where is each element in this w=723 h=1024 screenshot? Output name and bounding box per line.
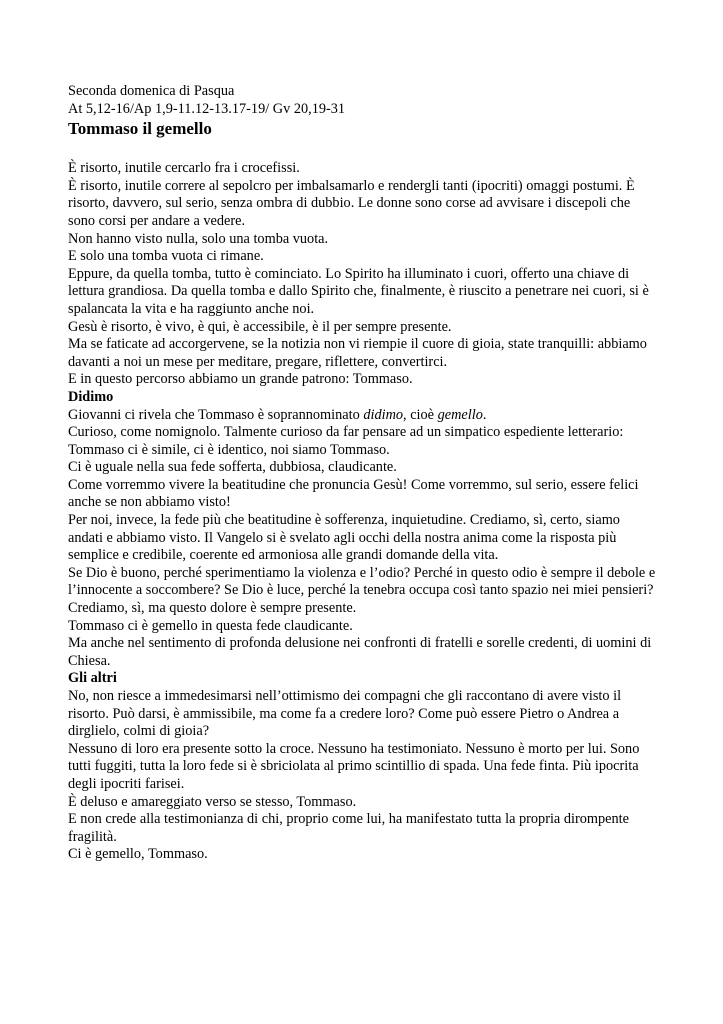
section-heading-didimo: Didimo [68, 388, 114, 405]
italic-term: gemello [437, 406, 483, 423]
body-paragraph: Crediamo, sì, ma questo dolore è sempre presente. [68, 600, 357, 617]
body-paragraph: Se Dio è buono, perché sperimentiamo la violenza e l’odio? Perché in questo odio è sempre il debole e l’innocente a soccombere? Se Dio è luce, perché la tenebra occupa così tanto spazio nei miei pensieri? [68, 564, 656, 599]
body-paragraph: No, non riesce a immedesimarsi nell’ottimismo dei compagni che gli raccontano di avere visto il risorto. Può darsi, è ammissibile, ma come fa a credere loro? Come può essere Pietro o Andrea a dirglielo, colmi di gioia? [68, 688, 622, 740]
body-paragraph: Ma anche nel sentimento di profonda delusione nei confronti di fratelli e sorelle credenti, di uomini di Chiesa. [68, 635, 652, 669]
body-paragraph: E non crede alla testimonianza di chi, proprio come lui, ha manifestato tutta la propria dirompente fragilità. [68, 811, 629, 845]
body-paragraph: È risorto, inutile correre al sepolcro per imbalsamarlo e rendergli tanti (ipocriti) omaggi postumi. È risorto, davvero, sul serio, senza ombra di dubbio. Le donne sono corse ad avvisare i discepoli che sono corsi per andare a vedere. [68, 177, 635, 229]
body-paragraph: Curioso, come nomignolo. Talmente curioso da far pensare ad un simpatico espediente letterario: Tommaso ci è simile, ci è identico, noi siamo Tommaso. [68, 424, 624, 458]
body-paragraph: Tommaso ci è gemello in questa fede claudicante. [68, 617, 353, 634]
body-paragraph: È deluso e amareggiato verso se stesso, Tommaso. [68, 793, 357, 810]
body-paragraph: E solo una tomba vuota ci rimane. [68, 248, 264, 265]
section-heading-gli-altri: Gli altri [68, 670, 117, 687]
text-run: . [482, 406, 487, 423]
liturgical-day: Seconda domenica di Pasqua [68, 83, 235, 99]
document-page [68, 83, 658, 864]
text-run: , cioè [403, 406, 438, 423]
body-paragraph: Non hanno visto nulla, solo una tomba vuota. [68, 230, 329, 247]
body-paragraph: E in questo percorso abbiamo un grande patrono: Tommaso. [68, 371, 413, 388]
body-paragraph: È risorto, inutile cercarlo fra i crocefissi. [68, 160, 300, 177]
body-paragraph: Come vorremmo vivere la beatitudine che pronuncia Gesù! Come vorremmo, sul serio, essere felici anche se non abbiamo visto! [68, 476, 639, 511]
body-paragraph [68, 407, 658, 425]
body-paragraph: Nessuno di loro era presente sotto la croce. Nessuno ha testimoniato. Nessuno è morto per lui. Sono tutti fuggiti, tutta la loro fede si è sbriciolata al primo scintillio di spada. Una fede finta. Più ipocrita degli ipocriti farisei. [68, 740, 640, 792]
body-paragraph: Ma se faticate ad accorgervene, se la notizia non vi riempie il cuore di gioia, state tranquilli: abbiamo davanti a noi un mese per meditare, pregare, riflettere, convertirci. [68, 336, 647, 370]
body-paragraph: Per noi, invece, la fede più che beatitudine è sofferenza, inquietudine. Crediamo, sì, certo, siamo andati e abbiamo visto. Il Vangelo si è svelato agli occhi della nostra anima come la risposta più semplice e credibile, coerente ed armoniosa alle grandi domande della vita. [68, 512, 620, 564]
page-title: Tommaso il gemello [68, 119, 212, 139]
text-run: Giovanni ci rivela che Tommaso è soprannominato [68, 406, 364, 423]
body-paragraph: Eppure, da quella tomba, tutto è cominciato. Lo Spirito ha illuminato i cuori, offerto una chiave di lettura grandiosa. Da quella tomba e dallo Spirito che, finalmente, è riuscito a penetrare nei cuori, si è spalancata la vita e ha raggiunto anche noi. [68, 265, 649, 317]
italic-term: didimo [363, 406, 404, 423]
body-paragraph: Ci è uguale nella sua fede sofferta, dubbiosa, claudicante. [68, 459, 397, 476]
body-paragraph: Ci è gemello, Tommaso. [68, 846, 208, 863]
body-paragraph: Gesù è risorto, è vivo, è qui, è accessibile, è il per sempre presente. [68, 318, 452, 335]
bible-readings: At 5,12-16/Ap 1,9-11.12-13.17-19/ Gv 20,19-31 [68, 100, 346, 117]
